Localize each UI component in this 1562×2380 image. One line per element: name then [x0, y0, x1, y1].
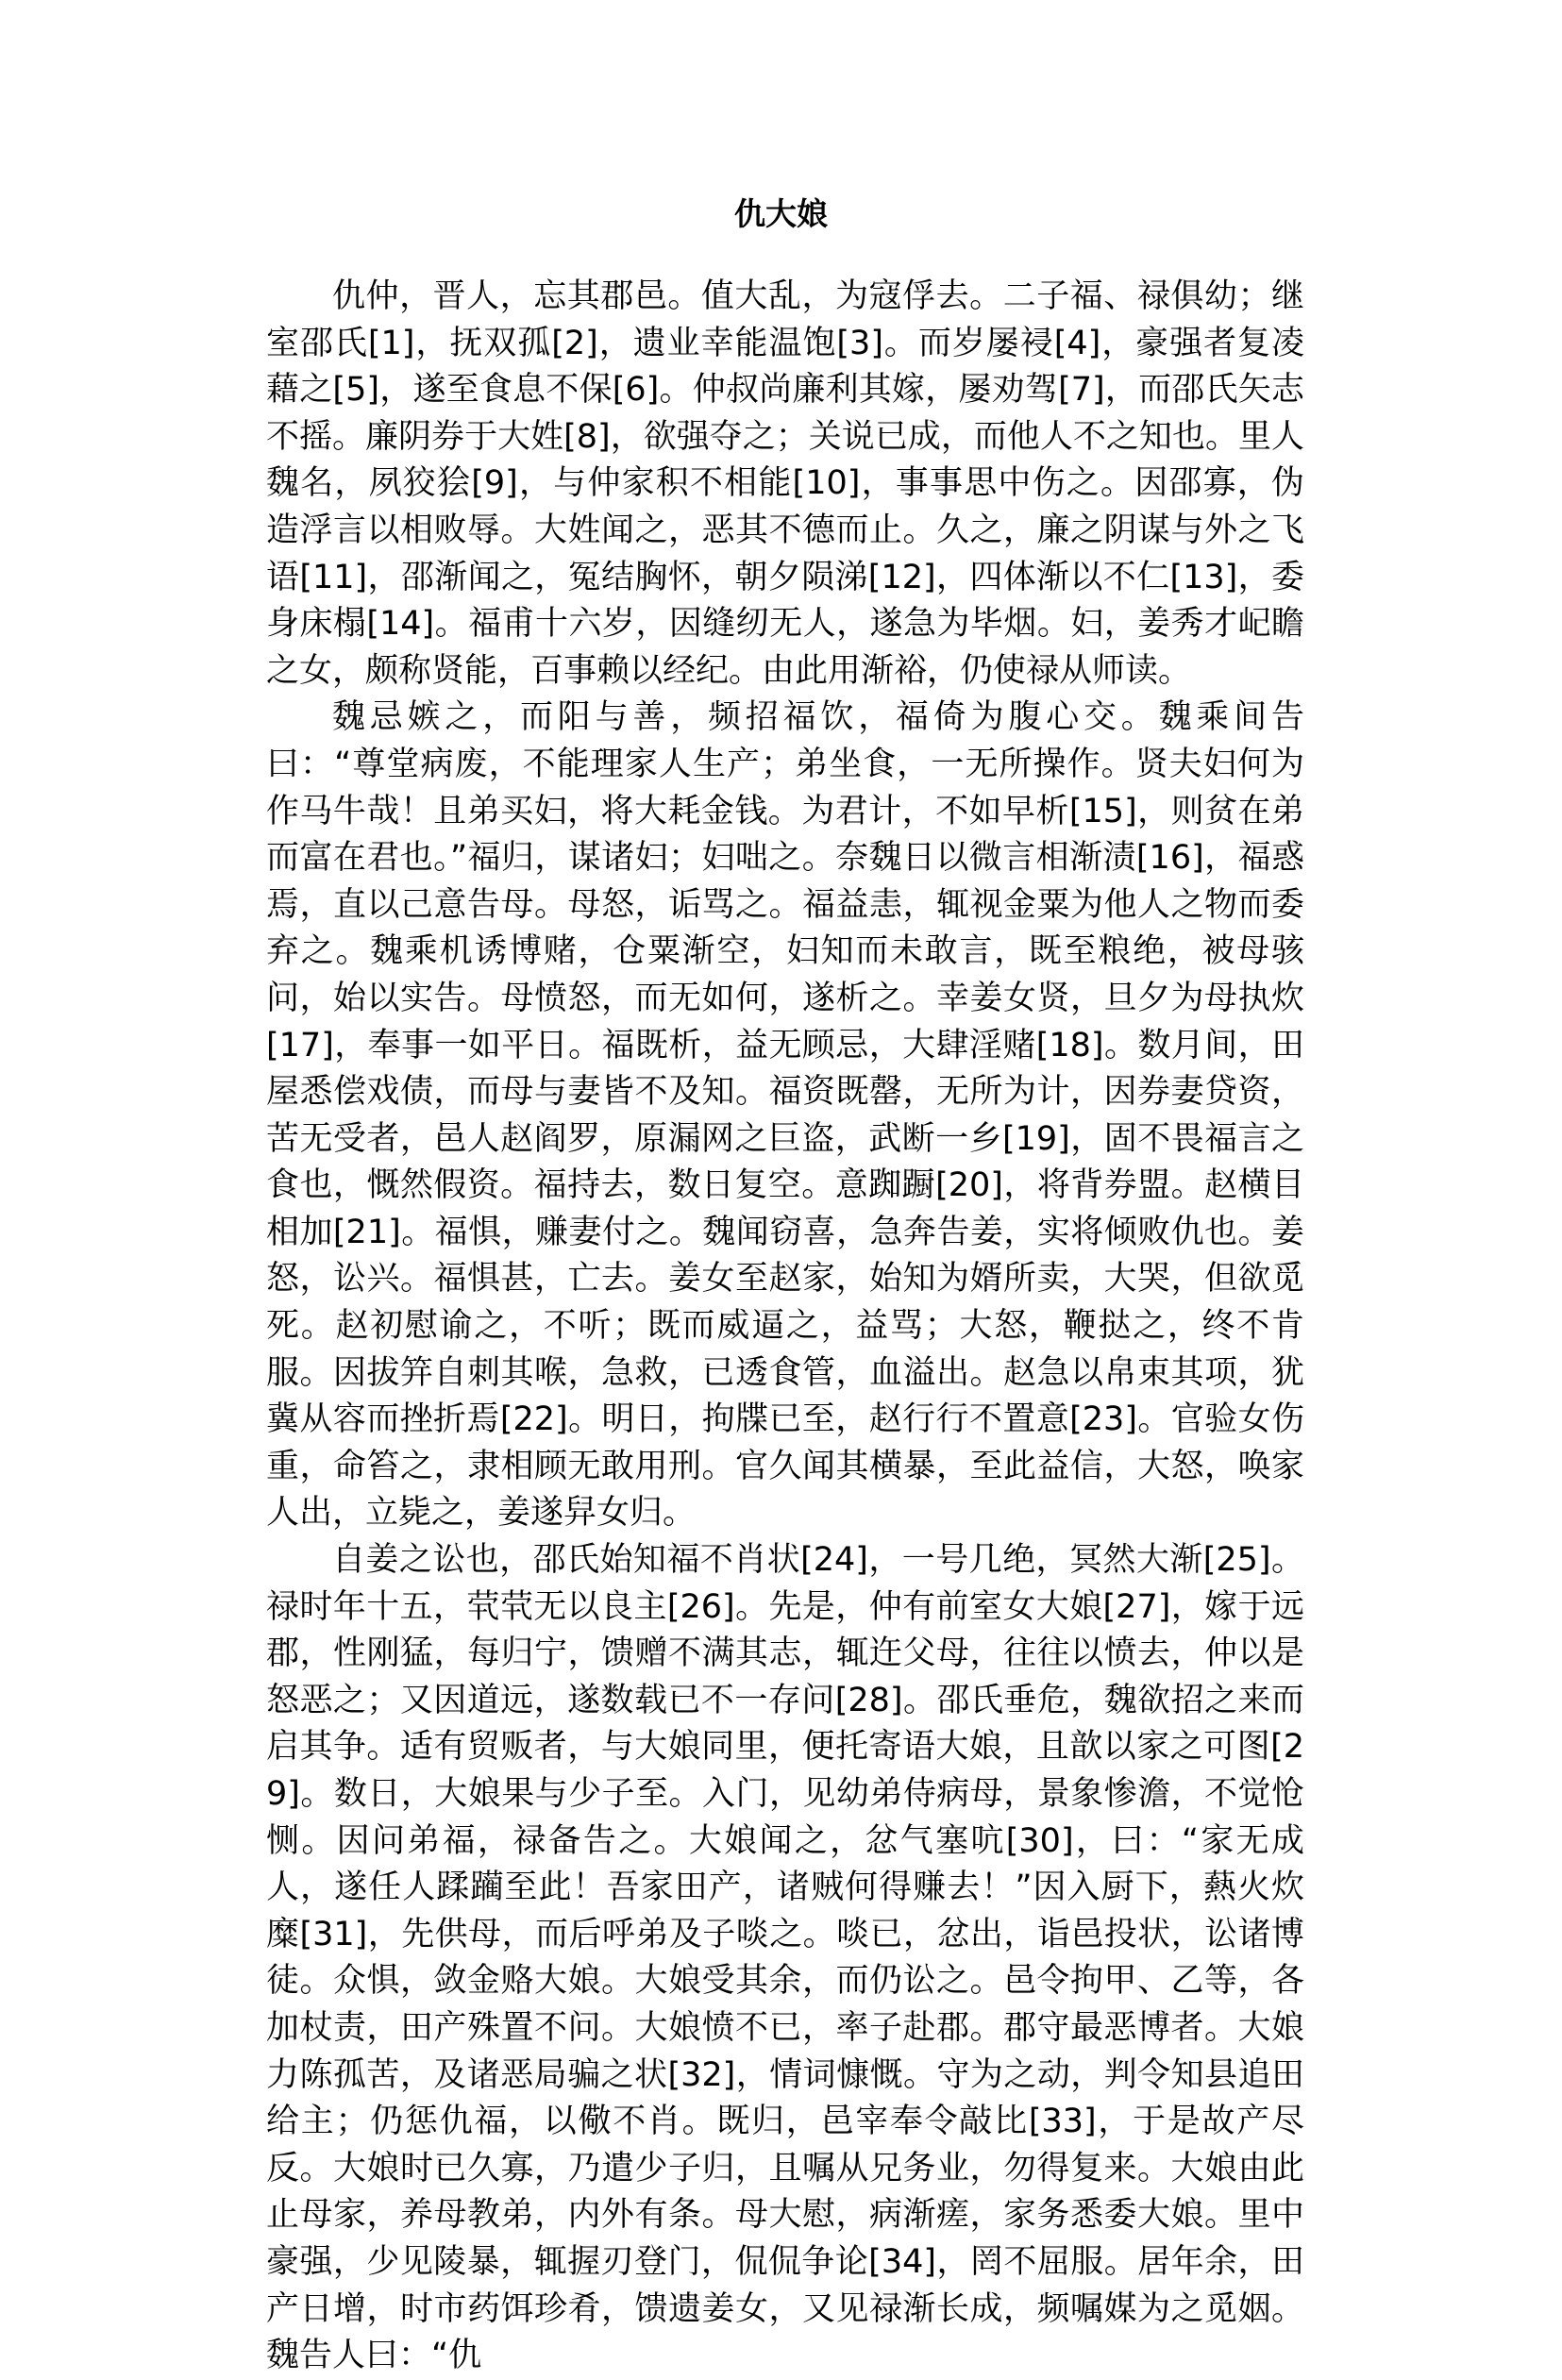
paragraph-3: 自姜之讼也，邵氏始知福不肖状[24]，一号几绝，冥然大渐[25]。禄时年十五，茕茕无以良主[26]。先是，仲有前室女大娘[27]，嫁于远郡，性刚猛，每归宁，馈赠不满其志，辄迕父母，往往以愤去，仲以是怒恶之；又因道远，遂数载已不一存问[28]。邵氏垂危，魏欲招之来而启其争。适有贸贩者，与大娘同里，便托寄语大娘，且歆以家之可图[29]。数日，大娘果与少子至。入门，见幼弟侍病母，景象惨澹，不觉怆恻。因问弟福，禄备告之。大娘闻之，忿气塞吭[30]，曰：“家无成人，遂任人蹂躏至此！吾家田产，诸贼何得赚去！”因入厨下，爇火炊糜[31]，先供母，而后呼弟及子啖之。啖已，忿出，诣邑投状，讼诸博徒。众惧，敛金赂大娘。大娘受其余，而仍讼之。邑令拘甲、乙等，各加杖责，田产殊置不问。大娘愤不已，率子赴郡。郡守最恶博者。大娘力陈孤苦，及诸恶局骗之状[32]，情词慷慨。守为之动，判令知县追田给主；仍惩仇福，以儆不肖。既归，邑宰奉令敲比[33]，于是故产尽反。大娘时已久寡，乃遣少子归，且嘱从兄务业，勿得复来。大娘由此止母家，养母教弟，内外有条。母大慰，病渐瘥，家务悉委大娘。里中豪强，少见陵暴，辄握刃登门，侃侃争论[34]，罔不屈服。居年余，田产日增，时市药饵珍肴，馈遗姜女，又见禄渐长成，频嘱媒为之觅姻。魏告人曰：“仇	[266, 1541, 1304, 2375]
document-body	[266, 274, 1304, 2380]
paragraph-2: 魏忌嫉之，而阳与善，频招福饮，福倚为腹心交。魏乘间告曰：“尊堂病废，不能理家人生产；弟坐食，一无所操作。贤夫妇何为作马牛哉！且弟买妇，将大耗金钱。为君计，不如早析[15]，则贫在弟而富在君也。”福归，谋诸妇；妇咄之。奈魏日以微言相渐渍[16]，福惑焉，直以己意告母。母怒，诟骂之。福益恚，辄视金粟为他人之物而委弃之。魏乘机诱博赌，仓粟渐空，妇知而未敢言，既至粮绝，被母骇问，始以实告。母愤怒，而无如何，遂析之。幸姜女贤，旦夕为母执炊[17]，奉事一如平日。福既析，益无顾忌，大肆淫赌[18]。数月间，田屋悉偿戏债，而母与妻皆不及知。福资既罄，无所为计，因券妻贷资，苦无受者，邑人赵阎罗，原漏网之巨盗，武断一乡[19]，固不畏福言之食也，慨然假资。福持去，数日复空。意踟蹰[20]，将背券盟。赵横目相加[21]。福惧，赚妻付之。魏闻窃喜，急奔告姜，实将倾败仇也。姜怒，讼兴。福惧甚，亡去。姜女至赵家，始知为婿所卖，大哭，但欲觅死。赵初慰谕之，不听；既而威逼之，益骂；大怒，鞭挞之，终不肯服。因拔笄自刺其喉，急救，已透食管，血溢出。赵急以帛束其项，犹冀从容而挫折焉[22]。明日，拘牒已至，赵行行不置意[23]。官验女伤重，命笞之，隶相顾无敢用刑。官久闻其横暴，至此益信，大怒，唤家人出，立毙之，姜遂舁女归。	[266, 698, 1304, 1533]
paragraph-1: 仇仲，晋人，忘其郡邑。值大乱，为寇俘去。二子福、禄俱幼；继室邵氏[1]，抚双孤[2]，遗业幸能温饱[3]。而岁屡祲[4]，豪强者复凌藉之[5]，遂至食息不保[6]。仲叔尚廉利其嫁，屡劝驾[7]，而邵氏矢志不摇。廉阴券于大姓[8]，欲强夺之；关说已成，而他人不之知也。里人魏名，夙狡狯[9]，与仲家积不相能[10]，事事思中伤之。因邵寡，伪造浮言以相败辱。大姓闻之，恶其不德而止。久之，廉之阴谋与外之飞语[11]，邵渐闻之，冤结胸怀，朝夕陨涕[12]，四体渐以不仁[13]，委身床榻[14]。福甫十六岁，因缝纫无人，遂急为毕烟。妇，姜秀才屺瞻之女，颇称贤能，百事赖以经纪。由此用渐裕，仍使禄从师读。	[266, 277, 1304, 690]
page-title: 仇大娘	[734, 195, 828, 232]
